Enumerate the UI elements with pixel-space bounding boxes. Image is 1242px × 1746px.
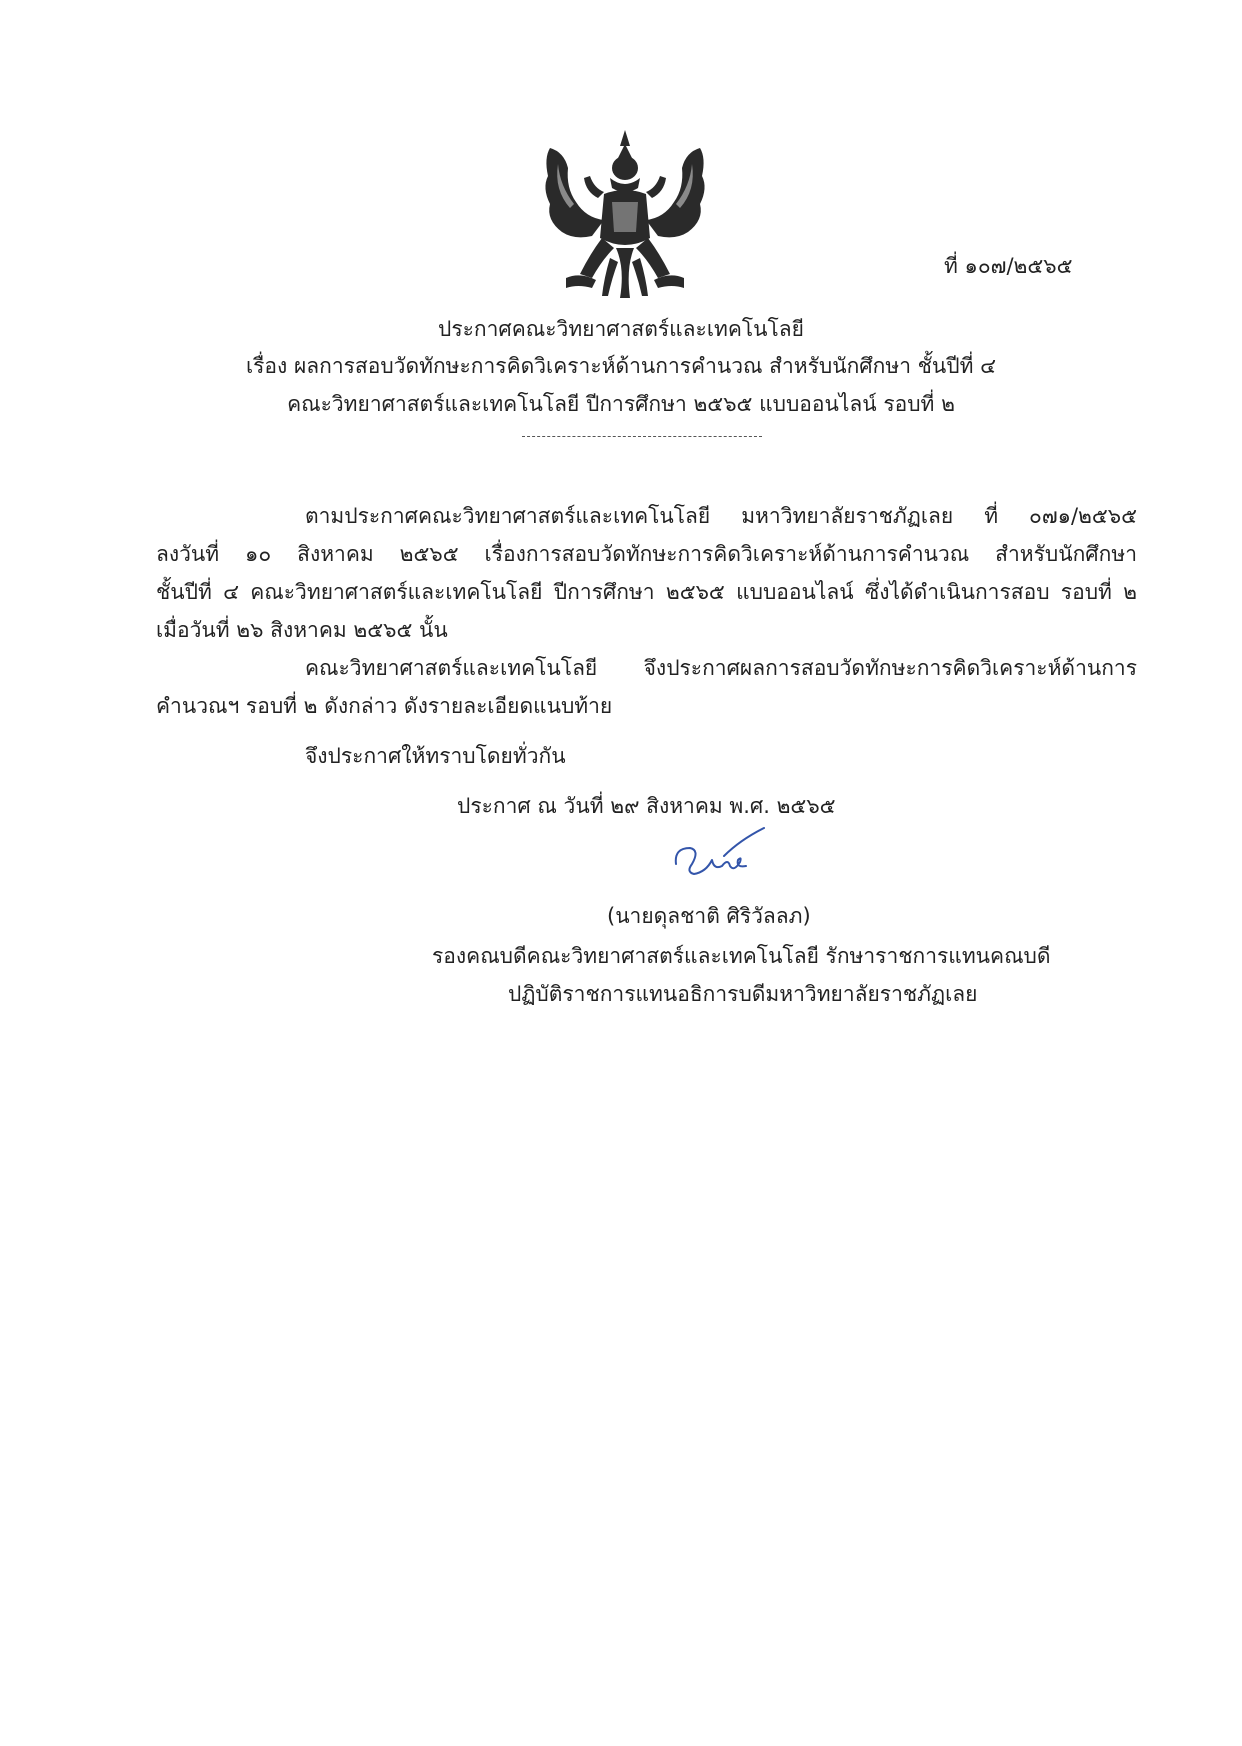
paragraph-1-line-3: ชั้นปีที่ ๔ คณะวิทยาศาสตร์และเทคโนโลยี ปีการศึกษา ๒๕๖๕ แบบออนไลน์ ซึ่งได้ดำเนินการสอบ รอบที่ ๒ xyxy=(156,580,1137,604)
paragraph-1-line-1: ตามประกาศคณะวิทยาศาสตร์และเทคโนโลยี มหาวิทยาลัยราชภัฏเลย ที่ ๐๗๑/๒๕๖๕ xyxy=(305,504,1137,528)
paragraph-1-line-2: ลงวันที่ ๑๐ สิงหาคม ๒๕๖๕ เรื่องการสอบวัดทักษะการคิดวิเคราะห์ด้านการคำนวณ สำหรับนักศึกษา xyxy=(156,542,1137,566)
signatory-title-2: ปฏิบัติราชการแทนอธิการบดีมหาวิทยาลัยราชภัฏเลย xyxy=(508,982,978,1006)
signatory-name: (นายดุลชาติ ศิริวัลลภ) xyxy=(607,904,811,928)
paragraph-2-line-2: คำนวณฯ รอบที่ ๒ ดังกล่าว ดังรายละเอียดแนบท้าย xyxy=(156,694,613,718)
signature-icon xyxy=(668,826,768,896)
closing-statement: จึงประกาศให้ทราบโดยทั่วกัน xyxy=(305,744,566,768)
signatory-title-1: รองคณบดีคณะวิทยาศาสตร์และเทคโนโลยี รักษาราชการแทนคณบดี xyxy=(432,944,1051,968)
paragraph-2-line-1: คณะวิทยาศาสตร์และเทคโนโลยี จึงประกาศผลการสอบวัดทักษะการคิดวิเคราะห์ด้านการ xyxy=(305,656,1137,680)
announcement-date: ประกาศ ณ วันที่ ๒๙ สิงหาคม พ.ศ. ๒๕๖๕ xyxy=(457,794,836,818)
garuda-emblem-icon xyxy=(540,128,710,303)
subject-line-1: เรื่อง ผลการสอบวัดทักษะการคิดวิเคราะห์ด้านการคำนวณ สำหรับนักศึกษา ชั้นปีที่ ๔ xyxy=(245,354,997,378)
subject-line-2: คณะวิทยาศาสตร์และเทคโนโลยี ปีการศึกษา ๒๕๖๕ แบบออนไลน์ รอบที่ ๒ xyxy=(287,392,955,416)
document-number: ที่ ๑๐๗/๒๕๖๕ xyxy=(944,254,1073,278)
header-divider xyxy=(522,436,762,437)
paragraph-1-line-4: เมื่อวันที่ ๒๖ สิงหาคม ๒๕๖๕ นั้น xyxy=(156,618,448,642)
issuer-title: ประกาศคณะวิทยาศาสตร์และเทคโนโลยี xyxy=(438,317,804,341)
